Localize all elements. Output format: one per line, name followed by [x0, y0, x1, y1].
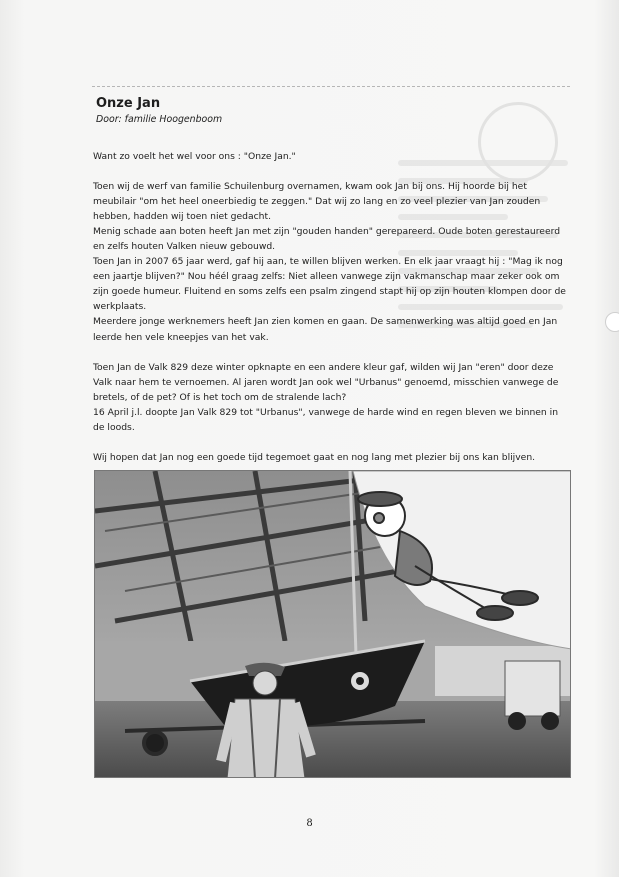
- paragraph: Menig schade aan boten heeft Jan met zijn "gouden handen" gerepareerd. Oude boten gerestaureerd en zelfs houten Valken nieuw gebouwd.: [93, 226, 561, 253]
- article-title: Onze Jan: [96, 96, 161, 111]
- punch-hole: [605, 312, 619, 332]
- header-rule: [92, 86, 570, 87]
- hull-emblem: [351, 672, 369, 690]
- boat-photo-illustration: [95, 471, 571, 778]
- paragraph: 16 April j.l. doopte Jan Valk 829 tot "Urbanus", vanwege de harde wind en regen bleven we binnen in de loods.: [93, 406, 559, 433]
- paragraph: Wij hopen dat Jan nog een goede tijd tegemoet gaat en nog lang met plezier bij ons kan blijven.: [93, 451, 536, 463]
- paragraph: Toen wij de werf van familie Schuilenburg overnamen, kwam ook Jan bij ons. Hij hoorde bij het meubilair "om het heel oneerbiedig te zeggen." Dat wij zo lang en zo veel plezier van Jan zouden hebben, hadden wij toen niet gedacht.: [93, 181, 541, 223]
- boat-photo: [94, 470, 571, 778]
- paragraph: Toen Jan de Valk 829 deze winter opknapte en een andere kleur gaf, wilden wij Jan "eren" door deze Valk naar hem te vernoemen. Al jaren wordt Jan ook wel "Urbanus" genoemd, misschien vanwege de bretels, of de pet? Of is het toch om de stralende lach?: [93, 361, 559, 403]
- article-byline: Door: familie Hoogenboom: [96, 114, 223, 125]
- article-body: [93, 149, 569, 465]
- paragraph: Want zo voelt het wel voor ons : "Onze Jan.": [93, 151, 296, 162]
- paragraph: Meerdere jonge werknemers heeft Jan zien komen en gaan. De samenwerking was altijd goed en Jan leerde hen vele kneepjes van het vak.: [93, 316, 558, 343]
- paragraph: Toen Jan in 2007 65 jaar werd, gaf hij aan, te willen blijven werken. En elk jaar vraagt hij : "Mag ik nog een jaartje blijven?" Nou héél graag zelfs: Niet alleen vanwege zijn vakmanschap maar zeker ook om zijn goede humeur. Fluitend en soms zelfs een psalm zingend stapt hij op zijn houten klompen door de werkplaats.: [93, 256, 566, 313]
- page-number: 8: [306, 818, 313, 829]
